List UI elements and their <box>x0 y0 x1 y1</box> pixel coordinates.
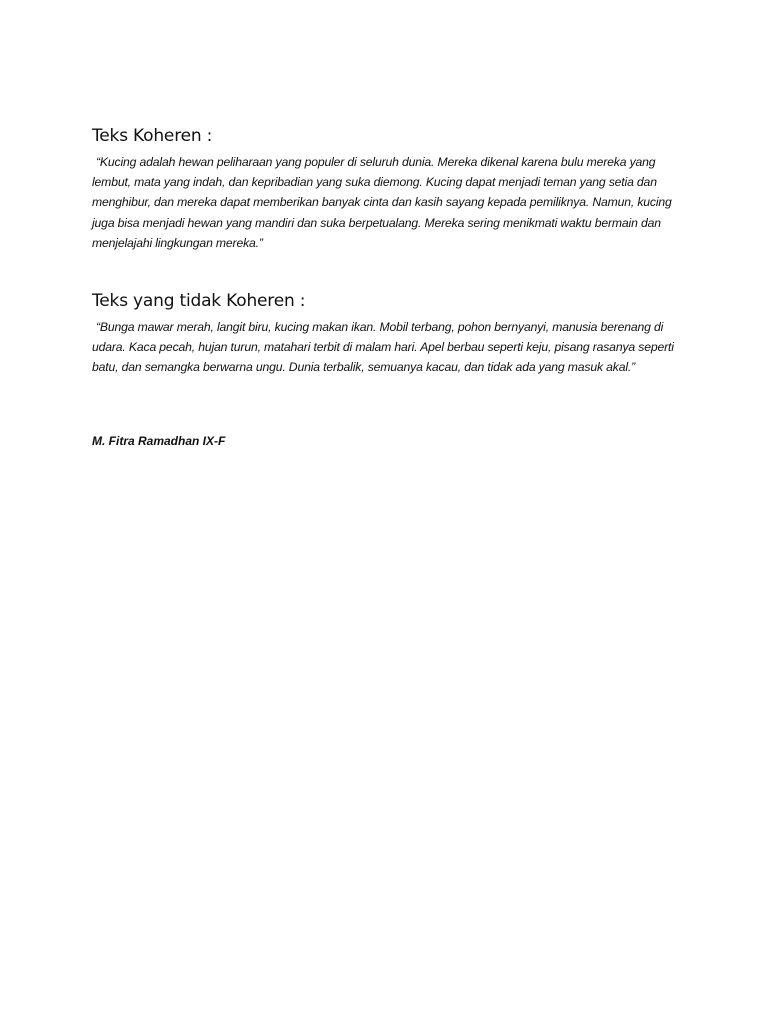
author-signature: M. Fitra Ramadhan IX-F <box>92 433 226 448</box>
incoherent-text-body: “Bunga mawar merah, langit biru, kucing makan ikan. Mobil terbang, pohon bernyanyi, manusia berenang di udara. Kaca pecah, hujan turun, matahari terbit di malam hari. Apel berbau seperti keju, pisang rasanya seperti batu, dan semangka berwarna ungu. Dunia terbalik, semuanya kacau, dan tidak ada yang masuk akal.” <box>92 320 674 375</box>
incoherent-text-section <box>92 289 682 378</box>
coherent-text-section <box>92 124 682 253</box>
coherent-text-body: “Kucing adalah hewan peliharaan yang populer di seluruh dunia. Mereka dikenal karena bulu mereka yang lembut, mata yang indah, dan kepribadian yang suka diemong. Kucing dapat menjadi teman yang setia dan menghibur, dan mereka dapat memberikan banyak cinta dan kasih sayang kepada pemiliknya. Namun, kucing juga bisa menjadi hewan yang mandiri dan suka berpetualang. Mereka sering menikmati waktu bermain dan menjelajahi lingkungan mereka.” <box>92 155 672 250</box>
incoherent-text-heading: Teks yang tidak Koheren : <box>92 291 306 312</box>
document-page <box>92 124 682 450</box>
coherent-text-heading: Teks Koheren : <box>92 126 213 146</box>
